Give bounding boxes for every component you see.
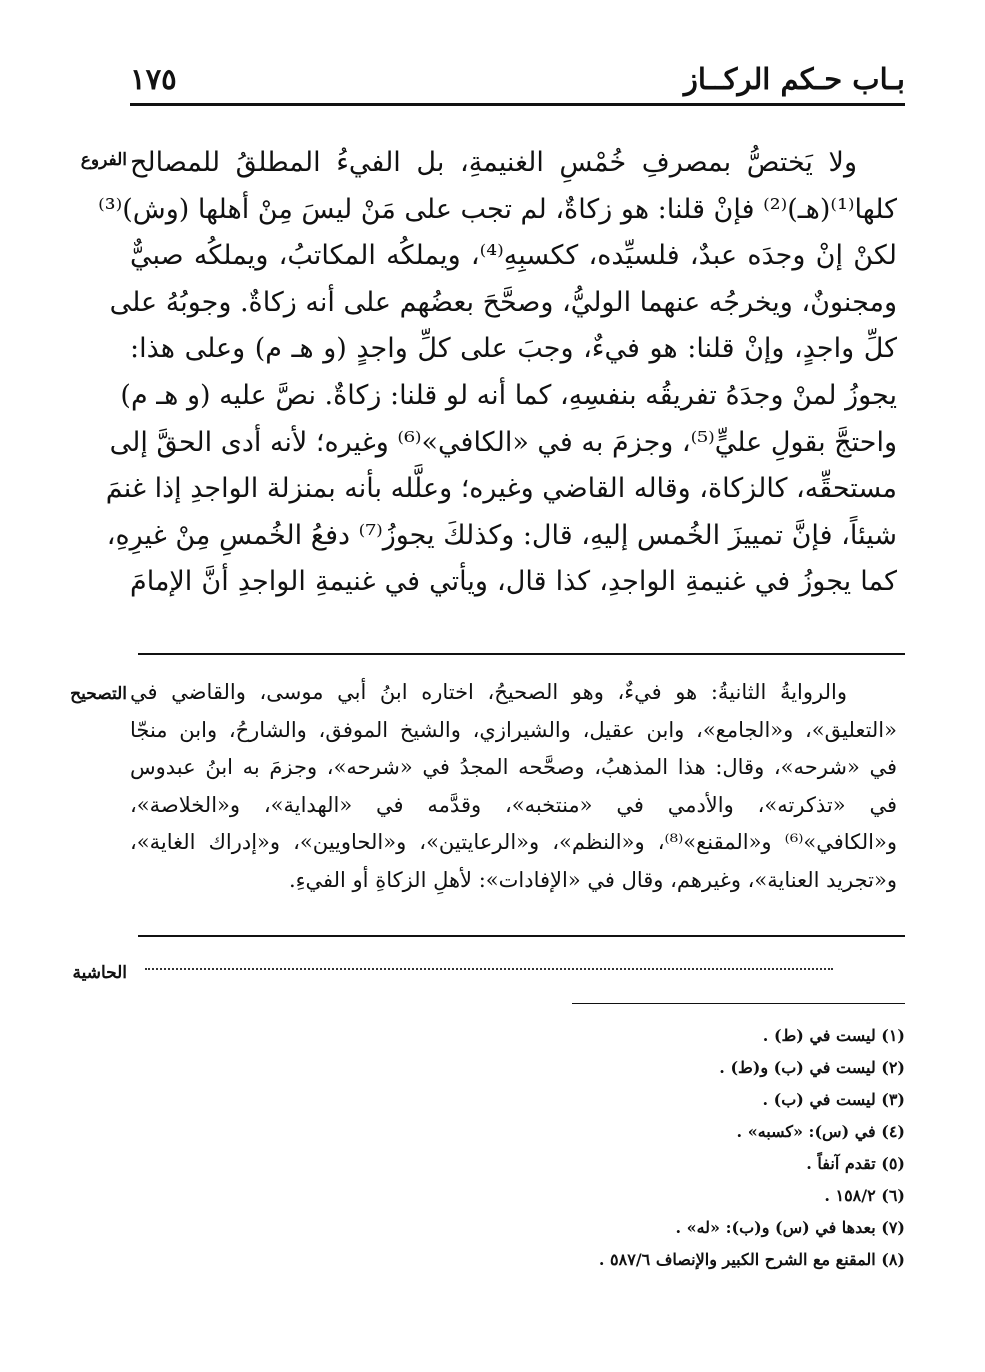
tashih-text-line: و«الكافي»⁽⁶⁾ و«المقنع»⁽⁸⁾، و«النظم»، و«الرعايتين»، و«الحاويين»، و«إدراك الغاية»، xyxy=(130,830,897,854)
chapter-title: بـاب حـكم الركــاز xyxy=(683,62,905,96)
footnote: (٢) ليست في (ب) و(ط) . xyxy=(719,1058,905,1077)
page-header xyxy=(130,62,905,102)
footnote: (٨) المقنع مع الشرح الكبير والإنصاف ٥٨٧/٦ . xyxy=(598,1250,905,1269)
main-text-line: واحتجَّ بقولِ عليٍّ⁽⁵⁾، وجزمَ به في «الكافي»⁽⁶⁾ وغيره؛ لأنه أدى الحقَّ إلى xyxy=(109,426,897,458)
tashih-text-line: في «شرحه»، وقال: هذا المذهبُ، وصحَّحه المجدُ في «شرحه»، وجزمَ به ابنُ عبدوس xyxy=(130,755,897,779)
hashiya-dotted-line xyxy=(145,968,833,970)
section-divider xyxy=(138,653,905,655)
footnotes xyxy=(485,1020,905,1276)
main-text-line: ومجنونٌ، ويخرجُه عنهما الوليُّ، وصحَّحَ بعضُهم على أنه زكاةٌ. وجوبُهُ على xyxy=(109,286,897,318)
tashih-text-line: والروايةُ الثانيةُ: هو فيءٌ، وهو الصحيحُ، اختاره ابنُ أبي موسى، والقاضي في xyxy=(130,680,847,704)
main-text-line: شيئاً، فإنَّ تمييزَ الخُمس إليهِ، قال: وكذلكَ يجوزُ⁽⁷⁾ دفعُ الخُمسِ مِنْ غيرِهِ، xyxy=(106,519,897,551)
header-rule xyxy=(130,103,905,106)
main-text-line: يجوزُ لمنْ وجدَهُ تفريقُه بنفسِهِ، كما أنه لو قلنا: زكاةٌ. نصَّ عليه (و هـ م) xyxy=(120,379,897,411)
footnote: (٧) بعدها في (س) و(ب): «له» . xyxy=(675,1218,905,1237)
main-text-line: كلها⁽¹⁾(هـ)⁽²⁾ فإنْ قلنا: هو زكاةٌ، لم تجب على مَنْ ليسَ مِنْ أهلها (وش)⁽³⁾ xyxy=(98,193,897,225)
footnote: (٦) ١٥٨/٢ . xyxy=(824,1186,905,1205)
footnote-divider xyxy=(572,1003,905,1004)
footnote: (٣) ليست في (ب) . xyxy=(762,1090,905,1109)
footnote: (١) ليست في (ط) . xyxy=(762,1026,905,1045)
main-text-line: مستحقِّه، كالزكاة، وقاله القاضي وغيره؛ وعلَّله بأنه بمنزلة الواجدِ إذا غنمَ xyxy=(105,473,897,505)
page-number: ١٧٥ xyxy=(130,62,177,96)
section-divider xyxy=(138,935,905,937)
side-label-hashiya: الحاشية xyxy=(72,963,127,983)
tashih-text xyxy=(130,674,897,899)
side-label-tashih: التصحيح xyxy=(70,684,127,704)
main-text-line: كما يجوزُ في غنيمةِ الواجدِ، كذا قال، ويأتي في غنيمةِ الواجدِ أنَّ الإمامَ xyxy=(130,566,897,598)
tashih-text-line: في «تذكرته»، والأدمي في «منتخبه»، وقدَّمه في «الهداية»، و«الخلاصة»، xyxy=(130,792,897,817)
footnote: (٥) تقدم آنفاً . xyxy=(806,1154,905,1173)
side-label-furu: الفروع xyxy=(80,150,127,170)
footnote: (٤) في (س): «كسبه» . xyxy=(736,1122,905,1141)
tashih-text-line: و«تجريد العناية»، وغيرهم، وقال في «الإفادات»: لأهلِ الزكاةِ أو الفيءِ. xyxy=(288,867,897,892)
main-text-line: لكنْ إنْ وجدَه عبدٌ، فلسيِّده، ككسبِهِ⁽⁴⁾، ويملكُه المكاتبُ، ويملكُه صبيٌّ xyxy=(130,240,897,272)
tashih-text-line: «التعليق»، و«الجامع»، وابن عقيل، والشيرازي، والشيخ الموفق، والشارحُ، وابن منجّا xyxy=(130,717,897,742)
main-text-line: ولا يَختصُّ بمصرفِ خُمْسِ الغنيمةِ، بل الفيءُ المطلقُ للمصالح xyxy=(130,147,857,178)
main-text-line: كلِّ واجدٍ، وإنْ قلنا: هو فيءٌ، وجبَ على كلِّ واجدٍ (و هـ م) وعلى هذا: xyxy=(130,333,897,365)
